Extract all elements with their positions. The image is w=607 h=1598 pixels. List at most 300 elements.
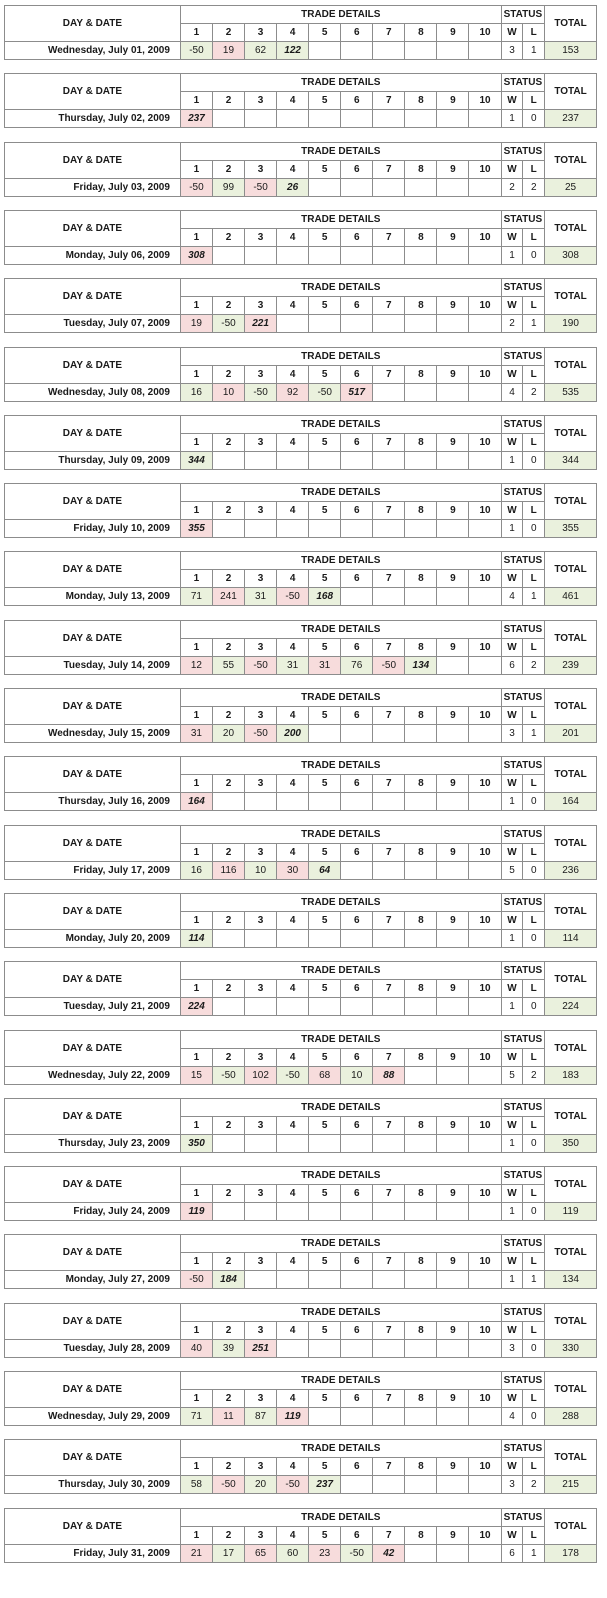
- trade-number-header: 5: [309, 1048, 341, 1066]
- day-date-header: DAY & DATE: [5, 1440, 181, 1476]
- trade-number-header: 4: [277, 843, 309, 861]
- trade-number-header: 3: [245, 24, 277, 42]
- trade-cell: 20: [212, 725, 244, 743]
- trade-cell: [309, 42, 341, 60]
- trade-cell: [405, 1408, 437, 1426]
- trade-number-header: 8: [405, 502, 437, 520]
- trade-number-header: 6: [341, 1321, 373, 1339]
- trade-number-header: 10: [469, 92, 501, 110]
- loss-header: L: [523, 1253, 545, 1271]
- day-row: [5, 656, 597, 674]
- trade-cell: [341, 178, 373, 196]
- day-row: [5, 42, 597, 60]
- day-row: [5, 998, 597, 1016]
- losses-cell: 2: [523, 1476, 545, 1494]
- trade-cell: [405, 1271, 437, 1289]
- trade-number-header: 9: [437, 707, 469, 725]
- trade-cell: 99: [212, 178, 244, 196]
- trade-cell: [405, 315, 437, 333]
- day-table: [4, 893, 597, 948]
- trade-cell: 355: [180, 520, 212, 538]
- trade-number-header: 3: [245, 433, 277, 451]
- day-date-header: DAY & DATE: [5, 1098, 181, 1134]
- trade-cell: [469, 110, 501, 128]
- trade-number-header: 5: [309, 228, 341, 246]
- trade-cell: [341, 725, 373, 743]
- status-header: STATUS: [501, 484, 544, 502]
- trade-number-header: 1: [180, 980, 212, 998]
- trade-cell: [277, 998, 309, 1016]
- trade-cell: [341, 451, 373, 469]
- day-date-cell: Thursday, July 16, 2009: [5, 793, 181, 811]
- trade-number-header: 5: [309, 1185, 341, 1203]
- trade-cell: [469, 998, 501, 1016]
- trade-cell: [437, 520, 469, 538]
- trade-cell: [469, 1134, 501, 1152]
- trade-cell: [405, 110, 437, 128]
- trade-cell: 119: [277, 1408, 309, 1426]
- trade-number-header: 3: [245, 707, 277, 725]
- day-row: [5, 861, 597, 879]
- trade-number-header: 4: [277, 638, 309, 656]
- trade-cell: [309, 1271, 341, 1289]
- trade-number-header: 10: [469, 570, 501, 588]
- day-table: [4, 1234, 597, 1289]
- wins-cell: 1: [501, 110, 523, 128]
- trade-number-header: 9: [437, 365, 469, 383]
- trade-number-header: 5: [309, 92, 341, 110]
- trade-cell: [405, 1339, 437, 1357]
- trade-number-header: 6: [341, 1185, 373, 1203]
- wins-cell: 1: [501, 793, 523, 811]
- trade-cell: 10: [245, 861, 277, 879]
- trade-details-header: TRADE DETAILS: [180, 210, 501, 228]
- trade-cell: 168: [309, 588, 341, 606]
- win-header: W: [501, 1390, 523, 1408]
- trade-details-header: TRADE DETAILS: [180, 1030, 501, 1048]
- trade-details-header: TRADE DETAILS: [180, 1098, 501, 1116]
- status-header: STATUS: [501, 1030, 544, 1048]
- trade-number-header: 6: [341, 1048, 373, 1066]
- trade-number-header: 8: [405, 1458, 437, 1476]
- trade-number-header: 6: [341, 775, 373, 793]
- trade-number-header: 8: [405, 980, 437, 998]
- status-header: STATUS: [501, 1235, 544, 1253]
- trade-number-header: 6: [341, 228, 373, 246]
- day-date-header: DAY & DATE: [5, 757, 181, 793]
- day-date-header: DAY & DATE: [5, 347, 181, 383]
- day-date-header: DAY & DATE: [5, 6, 181, 42]
- trade-cell: [373, 588, 405, 606]
- trade-number-header: 9: [437, 1526, 469, 1544]
- trade-number-header: 6: [341, 1116, 373, 1134]
- trade-cell: [277, 315, 309, 333]
- trade-cell: [373, 1134, 405, 1152]
- trade-number-header: 9: [437, 160, 469, 178]
- trade-cell: [469, 383, 501, 401]
- trade-number-header: 1: [180, 228, 212, 246]
- trade-number-header: 9: [437, 775, 469, 793]
- trade-cell: 16: [180, 383, 212, 401]
- trade-cell: [245, 1203, 277, 1221]
- day-row: [5, 451, 597, 469]
- trade-number-header: 4: [277, 980, 309, 998]
- day-date-cell: Tuesday, July 14, 2009: [5, 656, 181, 674]
- trade-number-header: 2: [212, 228, 244, 246]
- trade-cell: [405, 861, 437, 879]
- loss-header: L: [523, 1526, 545, 1544]
- day-row: [5, 588, 597, 606]
- day-table: [4, 278, 597, 333]
- loss-header: L: [523, 1048, 545, 1066]
- trade-number-header: 1: [180, 1185, 212, 1203]
- trade-cell: [309, 1134, 341, 1152]
- trade-cell: [309, 520, 341, 538]
- trade-number-header: 4: [277, 297, 309, 315]
- wins-cell: 2: [501, 178, 523, 196]
- total-cell: 237: [545, 110, 597, 128]
- trade-number-header: 9: [437, 502, 469, 520]
- trade-number-header: 7: [373, 1458, 405, 1476]
- status-header: STATUS: [501, 1508, 544, 1526]
- trade-cell: [277, 1339, 309, 1357]
- day-row: [5, 929, 597, 947]
- trade-number-header: 4: [277, 911, 309, 929]
- trade-number-header: 6: [341, 570, 373, 588]
- status-header: STATUS: [501, 1098, 544, 1116]
- trade-number-header: 4: [277, 92, 309, 110]
- total-header: TOTAL: [545, 893, 597, 929]
- trade-number-header: 5: [309, 980, 341, 998]
- day-table: [4, 73, 597, 128]
- trade-number-header: 7: [373, 980, 405, 998]
- trade-cell: [245, 110, 277, 128]
- trade-number-header: 7: [373, 160, 405, 178]
- trade-number-header: 4: [277, 707, 309, 725]
- total-header: TOTAL: [545, 484, 597, 520]
- day-row: [5, 725, 597, 743]
- losses-cell: 1: [523, 315, 545, 333]
- trade-number-header: 5: [309, 1526, 341, 1544]
- trade-cell: [212, 520, 244, 538]
- trade-number-header: 8: [405, 1048, 437, 1066]
- trade-cell: 19: [212, 42, 244, 60]
- trade-details-header: TRADE DETAILS: [180, 6, 501, 24]
- trade-number-header: 6: [341, 843, 373, 861]
- wins-cell: 1: [501, 929, 523, 947]
- trade-number-header: 3: [245, 1048, 277, 1066]
- trade-cell: [373, 383, 405, 401]
- trade-cell: [309, 929, 341, 947]
- day-date-cell: Friday, July 17, 2009: [5, 861, 181, 879]
- trade-number-header: 9: [437, 843, 469, 861]
- trade-cell: [309, 725, 341, 743]
- trade-number-header: 4: [277, 365, 309, 383]
- total-cell: 461: [545, 588, 597, 606]
- trade-number-header: 2: [212, 911, 244, 929]
- status-header: STATUS: [501, 1167, 544, 1185]
- day-row: [5, 793, 597, 811]
- total-cell: 344: [545, 451, 597, 469]
- win-header: W: [501, 775, 523, 793]
- win-header: W: [501, 502, 523, 520]
- day-table: [4, 1508, 597, 1563]
- win-header: W: [501, 24, 523, 42]
- total-cell: 153: [545, 42, 597, 60]
- trade-cell: [341, 793, 373, 811]
- total-header: TOTAL: [545, 1303, 597, 1339]
- trade-number-header: 2: [212, 980, 244, 998]
- trade-cell: [309, 1339, 341, 1357]
- trade-number-header: 4: [277, 24, 309, 42]
- trade-cell: [277, 1271, 309, 1289]
- trade-cell: [341, 520, 373, 538]
- day-table: [4, 756, 597, 811]
- trade-cell: 237: [309, 1476, 341, 1494]
- trade-number-header: 8: [405, 775, 437, 793]
- status-header: STATUS: [501, 962, 544, 980]
- trade-cell: [437, 1134, 469, 1152]
- trade-cell: [437, 1476, 469, 1494]
- trade-number-header: 6: [341, 24, 373, 42]
- trade-number-header: 5: [309, 1458, 341, 1476]
- trade-number-header: 1: [180, 638, 212, 656]
- loss-header: L: [523, 707, 545, 725]
- trade-number-header: 2: [212, 502, 244, 520]
- trade-number-header: 8: [405, 160, 437, 178]
- trade-cell: -50: [180, 1271, 212, 1289]
- win-header: W: [501, 1253, 523, 1271]
- trade-cell: [469, 451, 501, 469]
- trade-cell: [405, 793, 437, 811]
- losses-cell: 1: [523, 1271, 545, 1289]
- trade-cell: [212, 929, 244, 947]
- total-cell: 164: [545, 793, 597, 811]
- trade-number-header: 7: [373, 707, 405, 725]
- day-date-header: DAY & DATE: [5, 893, 181, 929]
- trade-details-header: TRADE DETAILS: [180, 1440, 501, 1458]
- trade-number-header: 7: [373, 433, 405, 451]
- trade-number-header: 9: [437, 911, 469, 929]
- trade-cell: [469, 1544, 501, 1562]
- total-header: TOTAL: [545, 1235, 597, 1271]
- trade-number-header: 7: [373, 297, 405, 315]
- trade-cell: [277, 1134, 309, 1152]
- trade-cell: -50: [341, 1544, 373, 1562]
- trade-number-header: 7: [373, 1185, 405, 1203]
- total-header: TOTAL: [545, 825, 597, 861]
- trade-cell: [277, 793, 309, 811]
- trade-cell: [341, 588, 373, 606]
- status-header: STATUS: [501, 347, 544, 365]
- total-cell: 119: [545, 1203, 597, 1221]
- day-table: [4, 5, 597, 60]
- trade-cell: [405, 383, 437, 401]
- trade-number-header: 4: [277, 1526, 309, 1544]
- trade-cell: [373, 1203, 405, 1221]
- trade-cell: 92: [277, 383, 309, 401]
- trade-cell: [437, 1271, 469, 1289]
- trade-number-header: 9: [437, 1048, 469, 1066]
- loss-header: L: [523, 638, 545, 656]
- trade-cell: 102: [245, 1066, 277, 1084]
- trade-details-header: TRADE DETAILS: [180, 347, 501, 365]
- trade-cell: -50: [212, 1066, 244, 1084]
- trade-cell: 21: [180, 1544, 212, 1562]
- day-row: [5, 110, 597, 128]
- status-header: STATUS: [501, 689, 544, 707]
- trade-details-header: TRADE DETAILS: [180, 689, 501, 707]
- trade-number-header: 2: [212, 843, 244, 861]
- day-date-cell: Wednesday, July 08, 2009: [5, 383, 181, 401]
- total-header: TOTAL: [545, 1167, 597, 1203]
- trade-number-header: 1: [180, 1116, 212, 1134]
- wins-cell: 3: [501, 1476, 523, 1494]
- trade-number-header: 7: [373, 1321, 405, 1339]
- total-header: TOTAL: [545, 552, 597, 588]
- day-table: [4, 1098, 597, 1153]
- day-table: [4, 688, 597, 743]
- trade-cell: [469, 588, 501, 606]
- trade-cell: [405, 451, 437, 469]
- status-header: STATUS: [501, 1303, 544, 1321]
- trade-number-header: 3: [245, 980, 277, 998]
- trade-cell: 20: [245, 1476, 277, 1494]
- day-row: [5, 1066, 597, 1084]
- trade-number-header: 1: [180, 1390, 212, 1408]
- trade-number-header: 2: [212, 365, 244, 383]
- trade-number-header: 10: [469, 502, 501, 520]
- trade-cell: [212, 1134, 244, 1152]
- trade-number-header: 4: [277, 570, 309, 588]
- losses-cell: 2: [523, 656, 545, 674]
- total-cell: 178: [545, 1544, 597, 1562]
- day-date-cell: Monday, July 27, 2009: [5, 1271, 181, 1289]
- trade-number-header: 4: [277, 228, 309, 246]
- wins-cell: 5: [501, 861, 523, 879]
- day-date-header: DAY & DATE: [5, 142, 181, 178]
- trade-number-header: 8: [405, 24, 437, 42]
- trade-cell: -50: [180, 42, 212, 60]
- trade-number-header: 6: [341, 1458, 373, 1476]
- day-table: [4, 551, 597, 606]
- trade-cell: 58: [180, 1476, 212, 1494]
- day-table: [4, 347, 597, 402]
- total-cell: 350: [545, 1134, 597, 1152]
- trade-cell: 344: [180, 451, 212, 469]
- trade-cell: [405, 520, 437, 538]
- trade-cell: [277, 520, 309, 538]
- win-header: W: [501, 92, 523, 110]
- trade-number-header: 4: [277, 502, 309, 520]
- total-cell: 355: [545, 520, 597, 538]
- trade-number-header: 3: [245, 297, 277, 315]
- trade-cell: 31: [180, 725, 212, 743]
- trade-cell: [212, 793, 244, 811]
- trade-cell: [309, 315, 341, 333]
- trade-cell: -50: [180, 178, 212, 196]
- total-header: TOTAL: [545, 415, 597, 451]
- total-header: TOTAL: [545, 689, 597, 725]
- day-row: [5, 1271, 597, 1289]
- day-date-header: DAY & DATE: [5, 415, 181, 451]
- total-header: TOTAL: [545, 1098, 597, 1134]
- win-header: W: [501, 228, 523, 246]
- wins-cell: 2: [501, 315, 523, 333]
- trade-number-header: 4: [277, 1185, 309, 1203]
- trade-number-header: 6: [341, 92, 373, 110]
- day-date-cell: Thursday, July 09, 2009: [5, 451, 181, 469]
- status-header: STATUS: [501, 620, 544, 638]
- trade-number-header: 8: [405, 570, 437, 588]
- trade-number-header: 5: [309, 502, 341, 520]
- trade-cell: [405, 178, 437, 196]
- trade-cell: [277, 246, 309, 264]
- trade-cell: [341, 1134, 373, 1152]
- trade-cell: [437, 656, 469, 674]
- trade-cell: [309, 246, 341, 264]
- day-date-cell: Wednesday, July 15, 2009: [5, 725, 181, 743]
- day-date-header: DAY & DATE: [5, 1372, 181, 1408]
- trade-cell: [373, 861, 405, 879]
- trade-number-header: 4: [277, 1116, 309, 1134]
- trade-cell: -50: [277, 1066, 309, 1084]
- trade-cell: [212, 1203, 244, 1221]
- trade-cell: -50: [277, 588, 309, 606]
- loss-header: L: [523, 433, 545, 451]
- trade-cell: [341, 246, 373, 264]
- trade-cell: [245, 929, 277, 947]
- trade-number-header: 1: [180, 24, 212, 42]
- wins-cell: 6: [501, 656, 523, 674]
- trade-number-header: 3: [245, 1458, 277, 1476]
- trade-number-header: 7: [373, 24, 405, 42]
- loss-header: L: [523, 1458, 545, 1476]
- day-date-header: DAY & DATE: [5, 689, 181, 725]
- trade-number-header: 1: [180, 1253, 212, 1271]
- day-date-cell: Friday, July 03, 2009: [5, 178, 181, 196]
- trade-number-header: 6: [341, 160, 373, 178]
- win-header: W: [501, 911, 523, 929]
- losses-cell: 1: [523, 725, 545, 743]
- trade-cell: [341, 1339, 373, 1357]
- trade-number-header: 7: [373, 1253, 405, 1271]
- day-row: [5, 1476, 597, 1494]
- trade-number-header: 7: [373, 570, 405, 588]
- trade-cell: [469, 1476, 501, 1494]
- trade-cell: [245, 998, 277, 1016]
- trade-cell: 19: [180, 315, 212, 333]
- trade-number-header: 6: [341, 297, 373, 315]
- win-header: W: [501, 980, 523, 998]
- trade-cell: [309, 793, 341, 811]
- day-row: [5, 383, 597, 401]
- win-header: W: [501, 160, 523, 178]
- trade-number-header: 1: [180, 775, 212, 793]
- trade-cell: [405, 998, 437, 1016]
- trade-cell: [245, 1134, 277, 1152]
- trade-number-header: 1: [180, 297, 212, 315]
- status-header: STATUS: [501, 825, 544, 843]
- day-table: [4, 1371, 597, 1426]
- trade-number-header: 8: [405, 1321, 437, 1339]
- trade-number-header: 7: [373, 843, 405, 861]
- trade-number-header: 3: [245, 775, 277, 793]
- trade-cell: [341, 929, 373, 947]
- trade-number-header: 10: [469, 433, 501, 451]
- trade-number-header: 2: [212, 1390, 244, 1408]
- total-cell: 114: [545, 929, 597, 947]
